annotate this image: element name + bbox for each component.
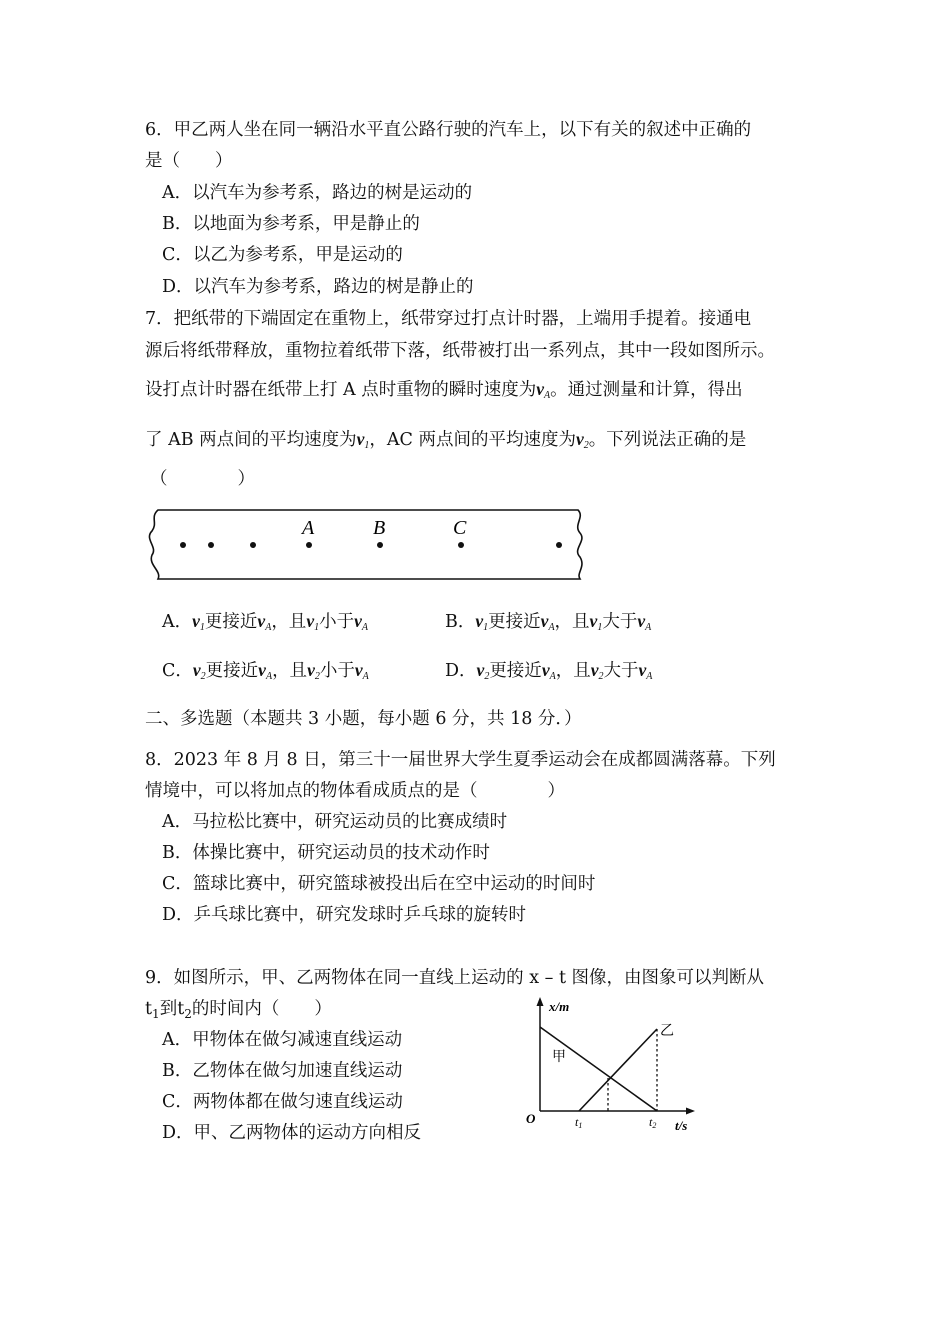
q7-option-b: B．$v_1$更接近$v_A$，且$v_1$大于$v_A$: [445, 611, 652, 633]
q6-option-d: D．以汽车为参考系，路边的树是静止的: [162, 277, 474, 297]
tape-dot: [556, 542, 562, 548]
t1-label: t1: [575, 1115, 583, 1130]
q7-stem-line5: （ ）: [150, 469, 255, 489]
q8-stem-line1: 8．2023 年 8 月 8 日，第三十一届世界大学生夏季运动会在成都圆满落幕。下列: [145, 750, 776, 770]
q8-option-b: B．体操比赛中，研究运动员的技术动作时: [162, 843, 490, 863]
q7-stem-line2: 源后将纸带释放，重物拉着纸带下落，纸带被打出一系列点，其中一段如图所示。: [145, 341, 775, 361]
q7-v2: $v_2$: [576, 429, 589, 451]
q9-option-d: D．甲、乙两物体的运动方向相反: [162, 1123, 422, 1143]
q7-v1: $v_1$: [356, 429, 370, 451]
origin-label: O: [526, 1111, 536, 1126]
q6-option-c: C．以乙为参考系，甲是运动的: [162, 245, 403, 265]
xt-graph: [515, 995, 705, 1135]
paper-tape-outline: [149, 510, 582, 579]
q7-option-d: D．$v_2$更接近$v_A$，且$v_2$大于$v_A$: [445, 660, 653, 682]
q8-option-a: A．马拉松比赛中，研究运动员的比赛成绩时: [162, 812, 508, 832]
q9-option-b: B．乙物体在做匀加速直线运动: [162, 1061, 403, 1081]
tape-label-b: B: [373, 517, 386, 539]
tape-dot: [208, 542, 214, 548]
q6-stem-line1: 6．甲乙两人坐在同一辆沿水平直公路行驶的汽车上，以下有关的叙述中正确的: [145, 120, 752, 140]
q7-option-c: C．$v_2$更接近$v_A$，且$v_2$小于$v_A$: [162, 660, 369, 682]
y-axis-arrow: [537, 997, 544, 1006]
q6-option-a: A．以汽车为参考系，路边的树是运动的: [162, 183, 473, 203]
q9-stem-line2: $t_1$到$t_2$的时间内（ ）: [145, 999, 332, 1021]
line-jia: [540, 1027, 657, 1111]
x-axis-arrow: [686, 1108, 695, 1115]
q7-option-a: A．$v_1$更接近$v_A$，且$v_1$小于$v_A$: [162, 611, 368, 633]
q9-option-c: C．两物体都在做匀速直线运动: [162, 1092, 403, 1112]
tape-dot-c: [458, 542, 464, 548]
label-yi: 乙: [660, 1024, 674, 1039]
section2-title: 二、多选题（本题共 3 小题，每小题 6 分，共 18 分．）: [145, 709, 582, 729]
t2-label: t2: [649, 1115, 657, 1130]
q7-line3-pre: 设打点计时器在纸带上打 A 点时重物的瞬时速度为: [145, 380, 537, 400]
y-axis-label: x/m: [549, 999, 570, 1014]
q7-stem-line1: 7．把纸带的下端固定在重物上，纸带穿过打点计时器，上端用手提着。接通电: [145, 309, 752, 329]
tape-label-c: C: [453, 517, 467, 539]
q8-option-d: D．乒乓球比赛中，研究发球时乒乓球的旋转时: [162, 905, 527, 925]
q6-stem-line2: 是（ ）: [145, 151, 233, 171]
tape-dot-b: [377, 542, 383, 548]
q9-stem-line1: 9．如图所示，甲、乙两物体在同一直线上运动的 x – t 图像，由图象可以判断从: [145, 968, 765, 988]
tape-dot: [250, 542, 256, 548]
x-axis-label: t/s: [675, 1118, 688, 1133]
tape-dot: [180, 542, 186, 548]
tape-label-a: A: [302, 517, 315, 539]
q6-option-b: B．以地面为参考系，甲是静止的: [162, 214, 420, 234]
q7-line3-post: 。通过测量和计算，得出: [550, 380, 743, 400]
paper-tape-figure: [140, 505, 600, 585]
q9-option-a: A．甲物体在做匀减速直线运动: [162, 1030, 403, 1050]
tape-dot-a: [306, 542, 312, 548]
label-jia: 甲: [552, 1050, 566, 1065]
q7-stem-line4: 了 AB 两点间的平均速度为$v_1$，AC 两点间的平均速度为$v_2$。下列说法正确的是: [145, 429, 747, 451]
q7-vA: $v_A$: [536, 379, 551, 401]
q7-stem-line3: [145, 378, 743, 407]
q8-option-c: C．篮球比赛中，研究篮球被投出后在空中运动的时间时: [162, 874, 596, 894]
line-yi: [579, 1029, 657, 1111]
q8-stem-line2: 情境中，可以将加点的物体看成质点的是（ ）: [145, 781, 565, 801]
